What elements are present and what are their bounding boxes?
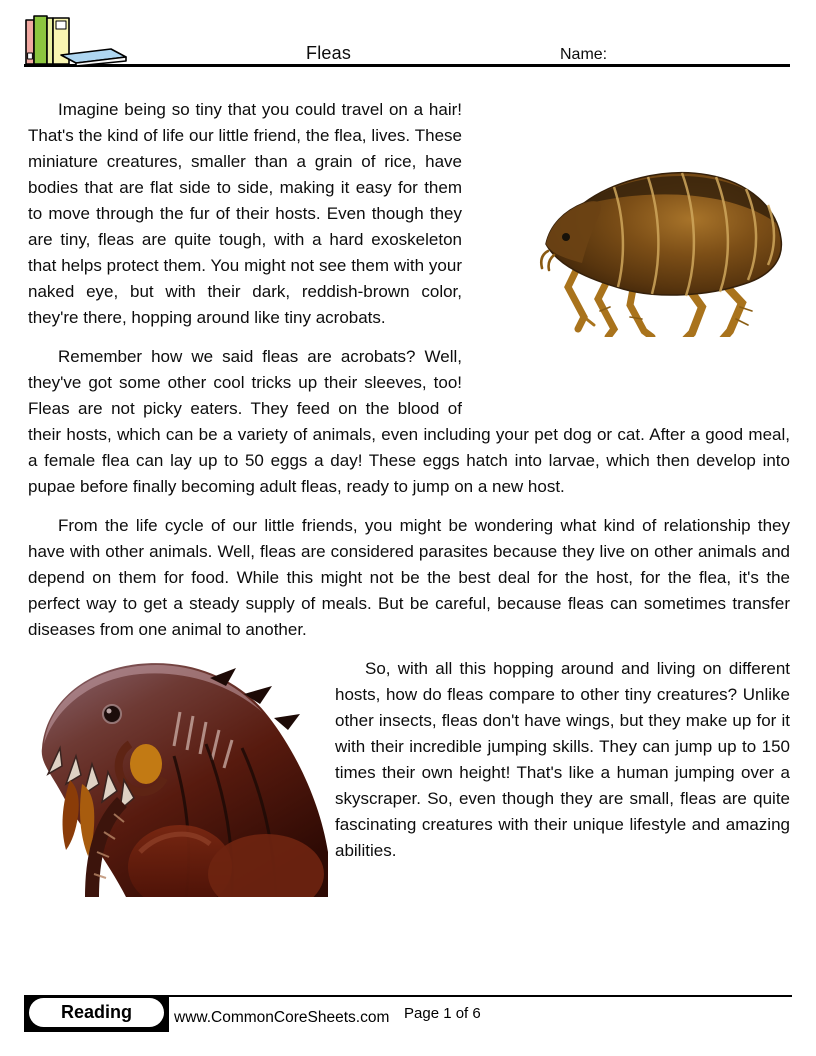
paragraph-4	[28, 656, 790, 864]
paragraph-1	[28, 97, 790, 331]
subject-badge	[24, 995, 169, 1032]
paragraph-2-text: Remember how we said fleas are acrobats? Well, they've got some other cool tricks up their sleeves, too! Fleas are not picky eaters. They feed on the blood of their hosts, which can be a variety of animals, even including your pet dog or cat. After a good meal, a female flea can lay up to 50 eggs a day! These eggs hatch into larvae, which then develop into pupae before finally becoming adult fleas, ready to jump on a new host.	[28, 347, 790, 496]
website-text: www.CommonCoreSheets.com	[174, 1009, 390, 1026]
paragraph-3	[28, 513, 790, 643]
subject-badge-label: Reading	[29, 998, 164, 1027]
flea-head-closeup-illustration	[30, 652, 330, 897]
reading-passage	[28, 97, 790, 906]
header-divider	[24, 64, 790, 67]
flea-side-view-photo	[462, 97, 790, 401]
page-indicator: Page 1 of 6	[404, 1005, 481, 1022]
paragraph-3-text: From the life cycle of our little friends, you might be wondering what kind of relationship they have with other animals. Well, fleas are considered parasites because they live on other animals and depend on them for food. While this might not be the best deal for the host, for the flea, it's the perfect way to get a steady supply of meals. But be careful, because fleas can sometimes transfer diseases from one animal to another.	[28, 516, 790, 639]
name-label: Name:	[560, 46, 608, 63]
flea-head-closeup-photo	[28, 656, 335, 906]
page-title: Fleas	[306, 43, 352, 63]
paragraph-4-text: So, with all this hopping around and living on different hosts, how do fleas compare to other tiny creatures? Unlike other insects, fleas don't have wings, but they make up for it with their incredible jumping skills. They can jump up to 150 times their own height! That's like a human jumping over a skyscraper. So, even though they are small, fleas are quite fascinating creatures with their unique lifestyle and amazing abilities.	[335, 659, 790, 860]
books-logo-icon	[24, 11, 132, 67]
flea-side-view-illustration	[530, 147, 790, 337]
paragraph-1-text: Imagine being so tiny that you could travel on a hair! That's the kind of life our little friend, the flea, lives. These miniature creatures, smaller than a grain of rice, have bodies that are flat side to side, making it easy for them to move through the fur of their hosts. Even though they are tiny, fleas are quite tough, with a hard exoskeleton that helps protect them. You might not see them with your naked eye, but with their dark, reddish-brown color, they're there, hopping around like tiny acrobats.	[28, 100, 462, 327]
